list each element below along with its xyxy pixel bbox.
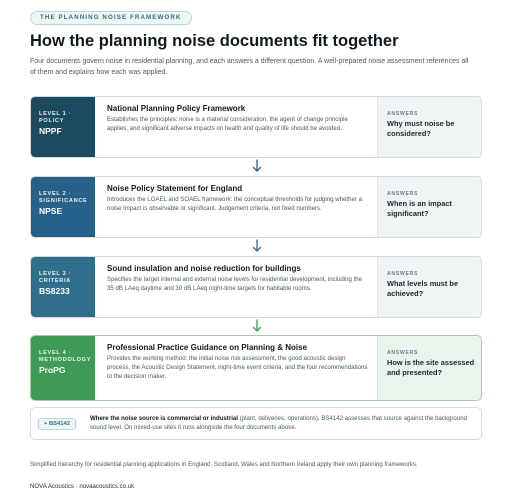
bs4142-note [30,407,482,440]
level-heading: National Planning Policy Framework [107,104,246,113]
answers-label: ANSWERS [387,271,419,277]
answers-question: How is the site assessed and presented? [387,358,475,377]
level-description: Specifies the target internal and external noise levels for residential development, including the 35 dB LAeq daytime and 30 dB LAeq night-time targets for habitable rooms. [107,276,363,293]
level-tag: LEVEL 2 · [39,191,72,197]
level-card-npse [30,176,482,238]
level-tag-type: POLICY [39,118,65,124]
eyebrow-pill: THE PLANNING NOISE FRAMEWORK [30,11,192,25]
bs4142-chip: + BS4142 [38,418,76,430]
level-tag-type: CRITERIA [39,278,72,284]
down-arrow-icon [252,239,262,253]
level-badge [31,336,95,400]
level-card-bs8233 [30,256,482,318]
bs4142-note-rest: (plant, deliveries, operations), BS4142 assesses that source against the background sound level. On mixed-use sites it runs alongside the four documents above. [90,415,467,432]
answers-panel [377,257,481,317]
level-heading: Sound insulation and noise reduction for buildings [107,264,301,273]
level-description: Establishes the principles: noise is a material consideration, the agent of change principle applies, and significant adverse impacts on health and quality of life should be avoided. [107,116,348,133]
level-code: BS8233 [39,286,70,296]
credit-line: NOVA Acoustics · novaacoustics.co.uk [30,483,135,490]
answers-panel [377,97,481,157]
level-tag: LEVEL 3 · [39,271,72,277]
level-code: NPSE [39,206,63,216]
answers-question: When is an impact significant? [387,199,452,218]
level-heading: Noise Policy Statement for England [107,184,243,193]
bs4142-note-bold: Where the noise source is commercial or industrial [90,415,238,422]
level-badge [31,257,95,317]
footnote: Simplified hierarchy for residential planning applications in England. Scotland, Wales and Northern Ireland apply their own planning frameworks. [30,461,418,468]
level-code: NPPF [39,126,62,136]
level-description: Provides the working method: the initial noise risk assessment, the good acoustic design process, the Acoustic Design Statement, night-time event criteria, and the four recommendations to the decision maker. [107,355,368,381]
bs4142-note-text [90,414,475,432]
intro-text: Four documents govern noise in residential planning, and each answers a different question. A well-prepared noise assessment references all of them and explains how each was applied. [30,58,469,76]
answers-label: ANSWERS [387,191,419,197]
answers-panel [377,177,481,237]
level-description: Introduces the LOAEL and SOAEL framework: the conceptual thresholds for judging whether a noise impact is observable or significant. Judgement criteria, not fixed numbers. [107,196,362,213]
answers-label: ANSWERS [387,350,419,356]
level-heading: Professional Practice Guidance on Planning & Noise [107,343,308,352]
level-tag-type: METHODOLOGY [39,357,92,363]
level-badge [31,97,95,157]
page-title: How the planning noise documents fit together [30,32,399,50]
answers-question: What levels must be achieved? [387,279,459,298]
level-tag-type: SIGNIFICANCE [39,198,88,204]
level-badge [31,177,95,237]
level-tag: LEVEL 4 · [39,350,72,356]
level-code: ProPG [39,365,66,375]
answers-panel [377,336,481,400]
level-card-npff [30,96,482,158]
down-arrow-icon [252,319,262,333]
level-tag: LEVEL 1 · [39,111,72,117]
answers-question: Why must noise be considered? [387,119,455,138]
level-card-propg [30,335,482,401]
down-arrow-icon [252,159,262,173]
answers-label: ANSWERS [387,111,419,117]
